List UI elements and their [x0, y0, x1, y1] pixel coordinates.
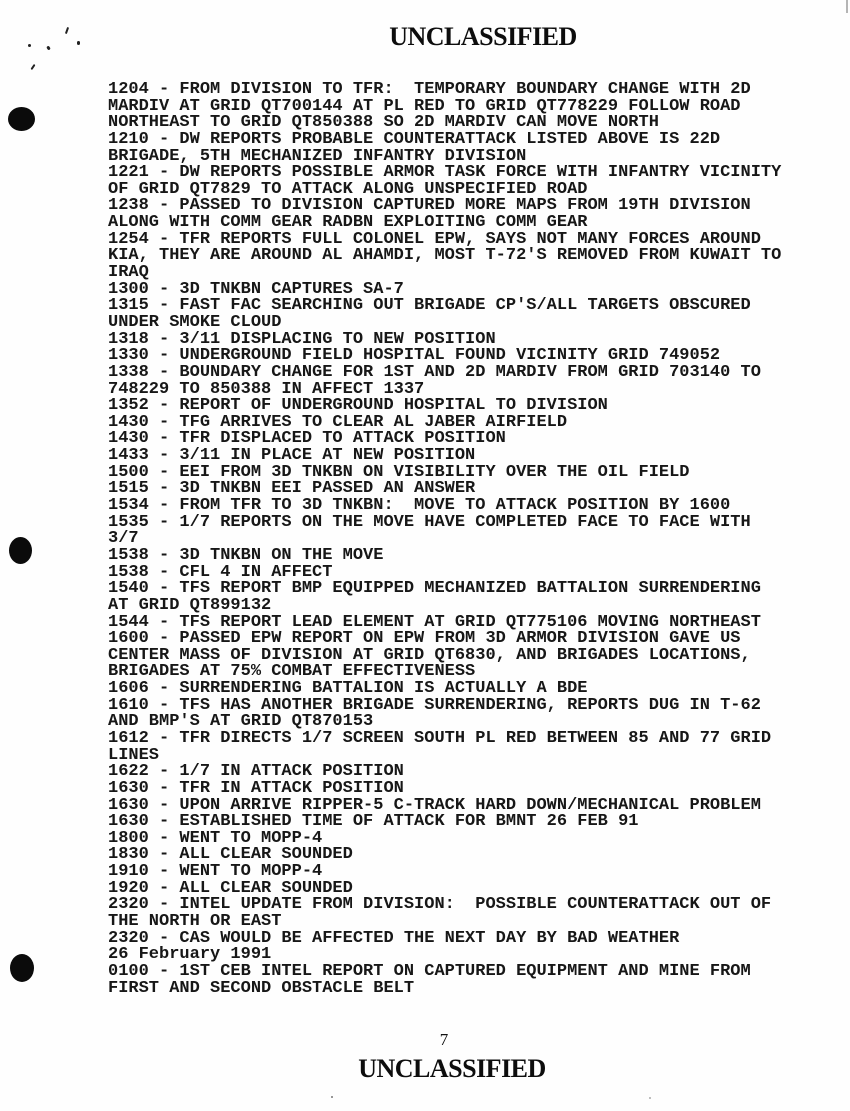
log-line: 1910 - WENT TO MOPP-4: [108, 862, 323, 882]
pen-mark: [77, 41, 80, 45]
log-line: NORTHEAST TO GRID QT850388 SO 2D MARDIV CAN MOVE NORTH: [108, 113, 659, 133]
log-line: ALONG WITH COMM GEAR RADBN EXPLOITING COMM GEAR: [108, 213, 588, 233]
scan-edge-mark: [846, 0, 848, 13]
log-line: 1204 - FROM DIVISION TO TFR: TEMPORARY BOUNDARY CHANGE WITH 2D: [108, 80, 751, 99]
log-line: 1300 - 3D TNKBN CAPTURES SA-7: [108, 279, 404, 299]
log-line: 1338 - BOUNDARY CHANGE FOR 1ST AND 2D MARDIV FROM GRID 703140 TO: [108, 362, 761, 382]
log-line: 0100 - 1ST CEB INTEL REPORT ON CAPTURED EQUIPMENT AND MINE FROM: [108, 961, 751, 981]
log-line: 1612 - TFR DIRECTS 1/7 SCREEN SOUTH PL RED BETWEEN 85 AND 77 GRID: [108, 728, 772, 748]
log-line: 1920 - ALL CLEAR SOUNDED: [108, 878, 353, 898]
log-line: 2320 - CAS WOULD BE AFFECTED THE NEXT DAY BY BAD WEATHER: [108, 928, 680, 948]
log-line: BRIGADE, 5TH MECHANIZED INFANTRY DIVISION: [108, 146, 527, 166]
log-line: 1238 - PASSED TO DIVISION CAPTURED MORE MAPS FROM 19TH DIVISION: [108, 196, 751, 216]
log-line: 1535 - 1/7 REPORTS ON THE MOVE HAVE COMPLETED FACE TO FACE WITH: [108, 512, 751, 532]
log-line: 1318 - 3/11 DISPLACING TO NEW POSITION: [108, 329, 496, 349]
log-line: 2320 - INTEL UPDATE FROM DIVISION: POSSIBLE COUNTERATTACK OUT OF: [108, 895, 772, 915]
log-line: 748229 TO 850388 IN AFFECT 1337: [108, 379, 425, 399]
hole-punch-mark: [8, 107, 35, 131]
classification-footer: UNCLASSIFIED: [358, 1054, 546, 1083]
log-line: 1221 - DW REPORTS POSSIBLE ARMOR TASK FORCE WITH INFANTRY VICINITY: [108, 163, 782, 183]
log-line: 1630 - ESTABLISHED TIME OF ATTACK FOR BMNT 26 FEB 91: [108, 812, 639, 832]
log-line: LINES: [108, 745, 160, 765]
log-line: FIRST AND SECOND OBSTACLE BELT: [108, 978, 415, 998]
log-line: CENTER MASS OF DIVISION AT GRID QT6830, AND BRIGADES LOCATIONS,: [108, 645, 751, 665]
log-line: 1800 - WENT TO MOPP-4: [108, 828, 323, 848]
log-line: 1830 - ALL CLEAR SOUNDED: [108, 845, 353, 865]
pen-mark: [65, 27, 69, 34]
log-line: 1254 - TFR REPORTS FULL COLONEL EPW, SAYS NOT MANY FORCES AROUND: [108, 229, 761, 249]
log-line: 1430 - TFR DISPLACED TO ATTACK POSITION: [108, 429, 506, 449]
pen-mark: [30, 64, 35, 70]
log-line: 1500 - EEI FROM 3D TNKBN ON VISIBILITY OVER THE OIL FIELD: [108, 462, 690, 482]
log-line: 1600 - PASSED EPW REPORT ON EPW FROM 3D ARMOR DIVISION GAVE US: [108, 629, 741, 649]
log-line: 1538 - CFL 4 IN AFFECT: [108, 562, 333, 582]
page-number: 7: [439, 1030, 449, 1049]
log-line: 1352 - REPORT OF UNDERGROUND HOSPITAL TO DIVISION: [108, 396, 608, 416]
log-line: MARDIV AT GRID QT700144 AT PL RED TO GRID QT778229 FOLLOW ROAD: [108, 96, 741, 116]
log-line: 1540 - TFS REPORT BMP EQUIPPED MECHANIZED BATTALION SURRENDERING: [108, 579, 761, 599]
log-line: THE NORTH OR EAST: [108, 912, 282, 932]
pen-mark: [46, 46, 51, 51]
log-line: 1544 - TFS REPORT LEAD ELEMENT AT GRID QT775106 MOVING NORTHEAST: [108, 612, 761, 632]
log-line: BRIGADES AT 75% COMBAT EFFECTIVENESS: [108, 662, 476, 682]
log-line: 1430 - TFG ARRIVES TO CLEAR AL JABER AIRFIELD: [108, 412, 568, 432]
log-line: 1433 - 3/11 IN PLACE AT NEW POSITION: [108, 446, 476, 466]
log-line: AND BMP'S AT GRID QT870153: [108, 712, 374, 732]
speck-mark: [649, 1097, 651, 1099]
log-line: 3/7: [108, 529, 139, 549]
log-line: AT GRID QT899132: [108, 595, 272, 615]
log-line: 1610 - TFS HAS ANOTHER BRIGADE SURRENDERING, REPORTS DUG IN T-62: [108, 695, 761, 715]
log-line: IRAQ: [108, 263, 149, 283]
log-line: OF GRID QT7829 TO ATTACK ALONG UNSPECIFIED ROAD: [108, 179, 588, 199]
command-log-text: [108, 82, 832, 997]
log-line: 1330 - UNDERGROUND FIELD HOSPITAL FOUND VICINITY GRID 749052: [108, 346, 721, 366]
hole-punch-mark: [10, 954, 34, 982]
log-line: KIA, THEY ARE AROUND AL AHAMDI, MOST T-72'S REMOVED FROM KUWAIT TO: [108, 246, 782, 266]
pen-mark: [28, 44, 31, 47]
log-line: 1315 - FAST FAC SEARCHING OUT BRIGADE CP'S/ALL TARGETS OBSCURED: [108, 296, 751, 316]
log-line: 1210 - DW REPORTS PROBABLE COUNTERATTACK LISTED ABOVE IS 22D: [108, 129, 721, 149]
log-line: 1622 - 1/7 IN ATTACK POSITION: [108, 762, 404, 782]
log-line: 1606 - SURRENDERING BATTALION IS ACTUALLY A BDE: [108, 679, 588, 699]
log-line: UNDER SMOKE CLOUD: [108, 312, 282, 332]
log-line: 1630 - UPON ARRIVE RIPPER-5 C-TRACK HARD DOWN/MECHANICAL PROBLEM: [108, 795, 761, 815]
log-line: 26 February 1991: [108, 945, 272, 965]
speck-mark: [331, 1096, 333, 1098]
log-line: 1630 - TFR IN ATTACK POSITION: [108, 778, 404, 798]
log-line: 1534 - FROM TFR TO 3D TNKBN: MOVE TO ATTACK POSITION BY 1600: [108, 496, 731, 516]
classification-header: UNCLASSIFIED: [389, 22, 577, 51]
log-line: 1515 - 3D TNKBN EEI PASSED AN ANSWER: [108, 479, 476, 499]
hole-punch-mark: [9, 537, 32, 564]
log-line: 1538 - 3D TNKBN ON THE MOVE: [108, 545, 384, 565]
